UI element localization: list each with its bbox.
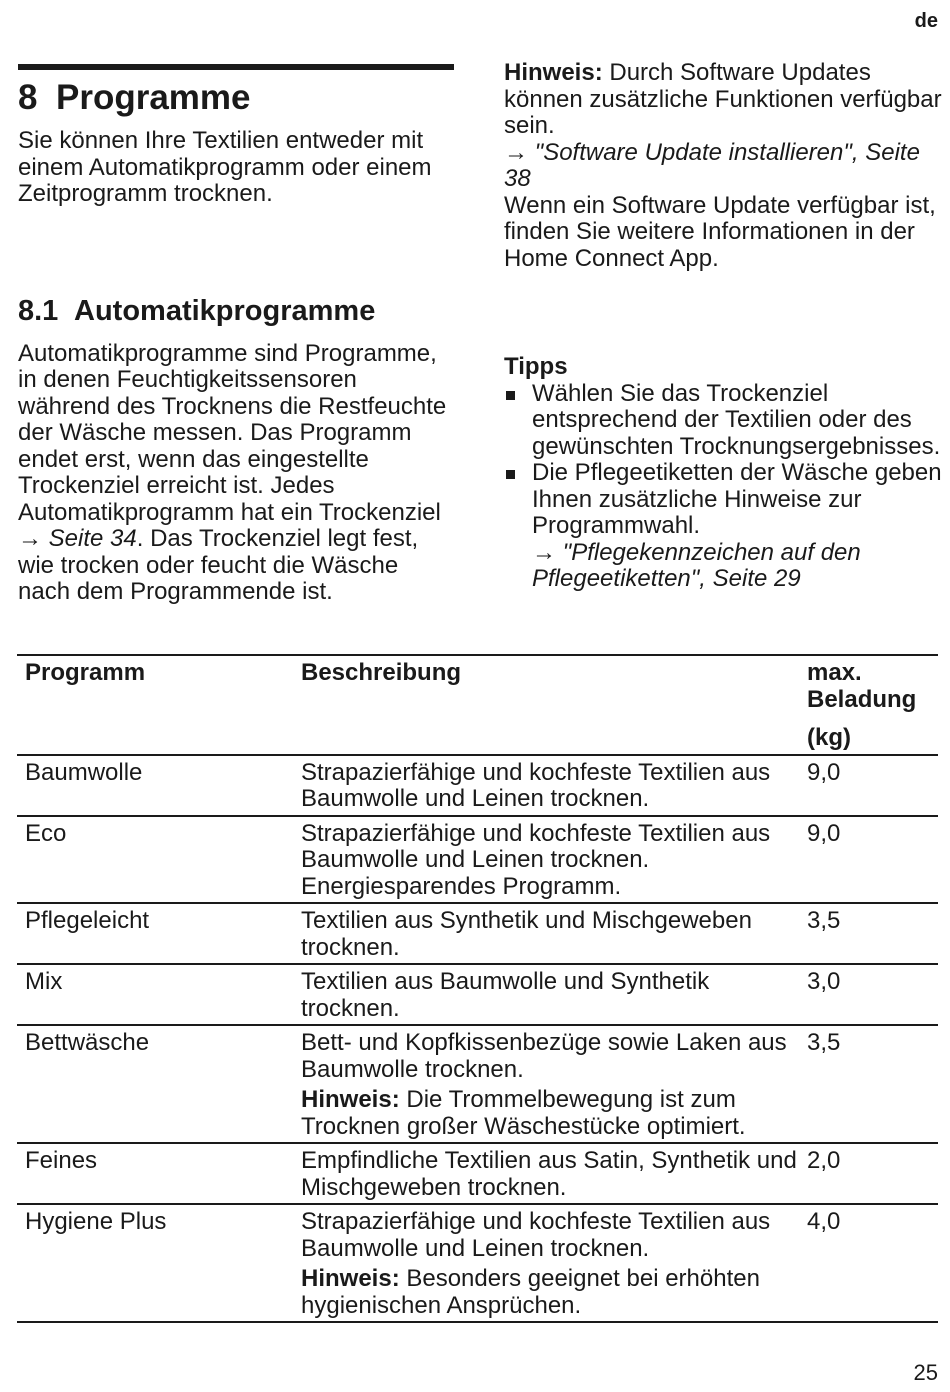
auto-text-part1: Automatikprogramme sind Programme, in denen Feuchtigkeitssensoren während des Trocknens die Restfeuchte der Wäsche messen. Das Programm endet erst, wenn das eingestellte Trockenziel erreicht ist. Jedes Automatikprogramm hat ein Trockenziel <box>18 339 447 526</box>
program-load: 3,0 <box>807 968 841 995</box>
tip-item: Wählen Sie das Trockenziel entsprechend der Textilien oder des gewünschten Trocknungsergebnisses. <box>504 381 944 461</box>
tips-list <box>504 381 944 593</box>
program-load: 3,5 <box>807 907 841 934</box>
program-note <box>301 1087 799 1140</box>
header-program: Programm <box>25 659 146 686</box>
program-name: Eco <box>25 819 67 847</box>
table-row <box>17 903 938 964</box>
header-load-label: max. Beladung <box>807 659 917 713</box>
program-name: Hygiene Plus <box>25 1208 167 1235</box>
section-number: 8.1 <box>18 294 59 327</box>
table-row <box>17 1025 938 1143</box>
section-title: Automatikprogramme <box>74 294 376 327</box>
chapter-heading <box>18 76 454 120</box>
table-row <box>17 1143 938 1204</box>
chapter-number: 8 <box>18 78 38 117</box>
programs-table <box>17 654 938 1323</box>
page-reference-link[interactable]: → Seite 34 <box>18 525 137 552</box>
software-update-info: Wenn ein Software Update verfügbar ist, finden Sie weitere Informationen in der Home Connect App. <box>504 191 936 272</box>
section-heading <box>18 293 454 329</box>
program-description: Strapazierfähige und kochfeste Textilien aus Baumwolle und Leinen trocknen. <box>301 1208 771 1262</box>
tips-heading: Tipps <box>504 353 568 380</box>
program-name: Pflegeleicht <box>25 907 150 934</box>
program-note-text: Die Trommelbewegung ist zum Trocknen großer Wäschestücke optimiert. <box>301 1086 746 1140</box>
table-header-row <box>17 655 938 755</box>
program-load: 3,5 <box>807 1029 841 1056</box>
program-description: Empfindliche Textilien aus Satin, Synthetik und Mischgeweben trocknen. <box>301 1147 797 1201</box>
note-text: Durch Software Updates können zusätzliche Funktionen verfügbar sein. <box>504 59 942 139</box>
auto-text-part2: . Das Trockenziel legt fest, wie trocken oder feucht die Wäsche nach dem Programmende ist. <box>18 525 419 605</box>
program-note <box>301 1266 799 1319</box>
program-description: Textilien aus Baumwolle und Synthetik trocknen. <box>301 968 710 1022</box>
program-description: Strapazierfähige und kochfeste Textilien aus Baumwolle und Leinen trocknen. <box>301 758 771 812</box>
tip-item <box>504 460 944 593</box>
program-description: Bett- und Kopfkissenbezüge sowie Laken aus Baumwolle trocknen. <box>301 1029 787 1083</box>
program-load: 9,0 <box>807 819 841 847</box>
software-update-note <box>504 60 944 140</box>
program-description: Textilien aus Synthetik und Mischgeweben trocknen. <box>301 907 752 961</box>
program-note-label: Hinweis: <box>301 1265 400 1292</box>
table-row <box>17 964 938 1025</box>
program-load: 9,0 <box>807 758 841 786</box>
chapter-intro: Sie können Ihre Textilien entweder mit einem Automatikprogramm oder einem Zeitprogramm trocknen. <box>18 127 432 207</box>
header-description: Beschreibung <box>301 659 462 686</box>
page-number: 25 <box>913 1360 938 1385</box>
program-note-label: Hinweis: <box>301 1086 400 1113</box>
program-load: 4,0 <box>807 1208 841 1235</box>
chapter-rule <box>18 64 454 70</box>
care-label-reference[interactable]: → "Pflegekennzeichen auf den Pflegeetiketten", Seite 29 <box>532 538 861 592</box>
program-note-text: Besonders geeignet bei erhöhten hygienischen Ansprüchen. <box>301 1265 760 1319</box>
header-load-unit: (kg) <box>807 724 851 751</box>
right-column <box>504 60 944 593</box>
program-name: Bettwäsche <box>25 1029 150 1056</box>
program-name: Baumwolle <box>25 758 143 786</box>
note-label: Hinweis: <box>504 59 603 86</box>
table-row <box>17 1204 938 1322</box>
table-row <box>17 816 938 904</box>
program-description-cell <box>293 1204 799 1322</box>
program-name: Feines <box>25 1147 98 1174</box>
chapter-title: Programme <box>56 78 251 117</box>
program-name: Mix <box>25 968 63 995</box>
program-load: 2,0 <box>807 1147 841 1174</box>
program-description-cell <box>293 1025 799 1143</box>
table-row <box>17 755 938 816</box>
software-update-reference[interactable]: → "Software Update installieren", Seite 38 <box>504 138 920 192</box>
program-description: Strapazierfähige und kochfeste Textilien aus Baumwolle und Leinen trocknen. Energiesparendes Programm. <box>301 819 771 900</box>
left-column <box>18 64 454 606</box>
automatic-programs-text <box>18 341 454 606</box>
header-load <box>799 655 938 755</box>
tip-text: Die Pflegeetiketten der Wäsche geben Ihnen zusätzliche Hinweise zur Programmwahl. <box>532 459 942 539</box>
language-tag: de <box>914 10 938 32</box>
